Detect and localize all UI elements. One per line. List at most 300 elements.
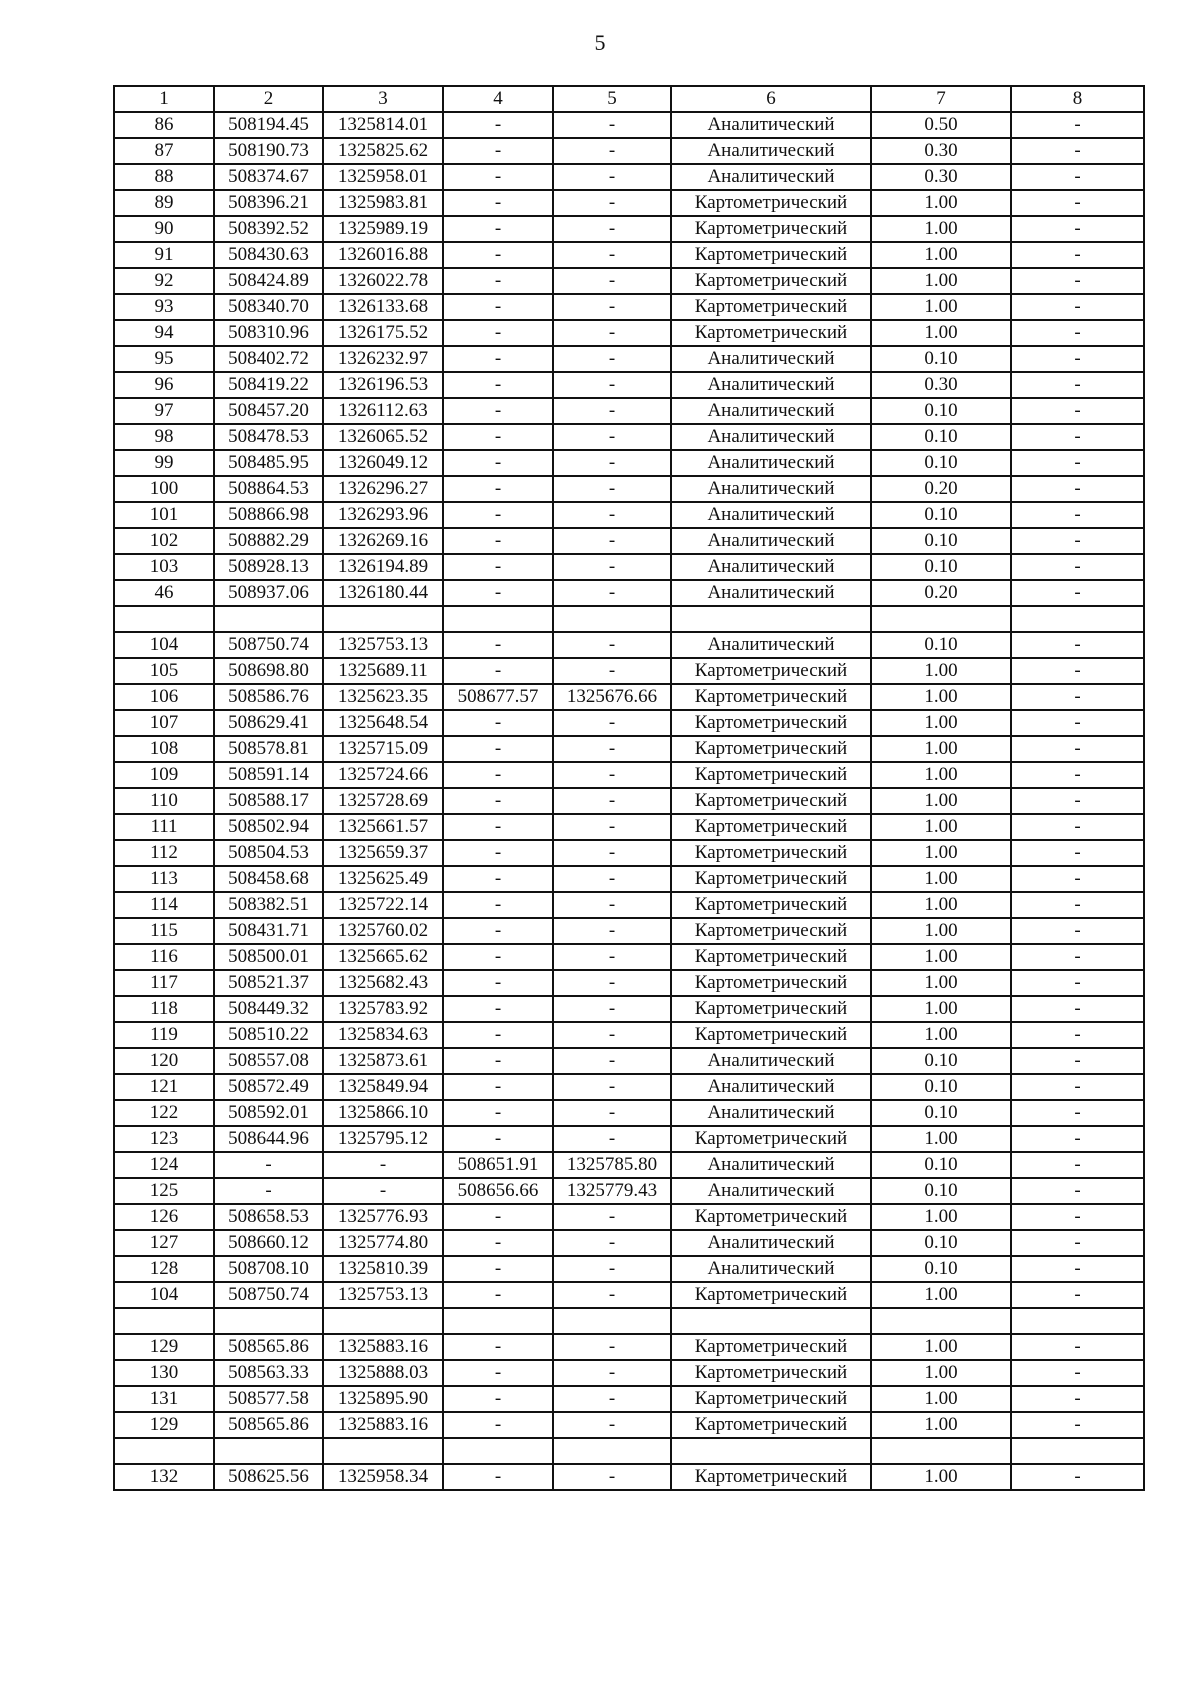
cell-col-6: Картометрический (671, 658, 871, 684)
cell-col-5: - (553, 346, 671, 372)
cell-col-8: - (1011, 1126, 1144, 1152)
cell-col-4: - (443, 814, 553, 840)
cell-col-2: 508565.86 (214, 1334, 323, 1360)
cell-col-4: - (443, 1048, 553, 1074)
cell-col-8: - (1011, 1386, 1144, 1412)
cell-col-2: 508572.49 (214, 1074, 323, 1100)
cell-col-4: - (443, 840, 553, 866)
cell-col-8 (1011, 1308, 1144, 1334)
cell-col-5: - (553, 398, 671, 424)
cell-col-7: 0.20 (871, 476, 1011, 502)
cell-col-3: 1326175.52 (323, 320, 443, 346)
table-row (114, 528, 1144, 554)
cell-col-8: - (1011, 996, 1144, 1022)
cell-col-6: Картометрический (671, 684, 871, 710)
cell-col-1: 113 (114, 866, 214, 892)
cell-col-8: - (1011, 138, 1144, 164)
cell-col-3: 1325625.49 (323, 866, 443, 892)
cell-col-8: - (1011, 476, 1144, 502)
table-row (114, 112, 1144, 138)
cell-col-5: - (553, 1256, 671, 1282)
cell-col-1: 90 (114, 216, 214, 242)
column-header-6: 6 (671, 86, 871, 112)
cell-col-3: 1326133.68 (323, 294, 443, 320)
cell-col-7: 0.30 (871, 372, 1011, 398)
cell-col-7: 0.20 (871, 580, 1011, 606)
cell-col-6 (671, 1308, 871, 1334)
cell-col-3: 1325814.01 (323, 112, 443, 138)
cell-col-7: 1.00 (871, 970, 1011, 996)
table-row (114, 1334, 1144, 1360)
cell-col-8: - (1011, 762, 1144, 788)
cell-col-6: Аналитический (671, 164, 871, 190)
table-row (114, 1022, 1144, 1048)
cell-col-1: 126 (114, 1204, 214, 1230)
cell-col-4: - (443, 164, 553, 190)
cell-col-1: 94 (114, 320, 214, 346)
table-row (114, 502, 1144, 528)
cell-col-1: 104 (114, 1282, 214, 1308)
cell-col-5: - (553, 112, 671, 138)
cell-col-2: 508457.20 (214, 398, 323, 424)
cell-col-3: 1325774.80 (323, 1230, 443, 1256)
table-row (114, 892, 1144, 918)
cell-col-5: - (553, 944, 671, 970)
cell-col-7: 0.50 (871, 112, 1011, 138)
table-row (114, 866, 1144, 892)
cell-col-2: 508708.10 (214, 1256, 323, 1282)
cell-col-2: 508629.41 (214, 710, 323, 736)
cell-col-4: - (443, 1022, 553, 1048)
column-header-2: 2 (214, 86, 323, 112)
cell-col-8: - (1011, 1256, 1144, 1282)
cell-col-4 (443, 1308, 553, 1334)
table-row (114, 632, 1144, 658)
cell-col-5: - (553, 814, 671, 840)
cell-col-6: Аналитический (671, 424, 871, 450)
cell-col-3: 1325682.43 (323, 970, 443, 996)
cell-col-6: Аналитический (671, 372, 871, 398)
cell-col-8: - (1011, 580, 1144, 606)
cell-col-4: - (443, 658, 553, 684)
cell-col-7: 1.00 (871, 892, 1011, 918)
table-row (114, 424, 1144, 450)
table-row (114, 1386, 1144, 1412)
cell-col-6: Картометрический (671, 762, 871, 788)
cell-col-4: - (443, 1256, 553, 1282)
cell-col-4: - (443, 1360, 553, 1386)
table-row (114, 294, 1144, 320)
cell-col-1: 101 (114, 502, 214, 528)
table-row (114, 1360, 1144, 1386)
cell-col-4: - (443, 450, 553, 476)
cell-col-6: Картометрический (671, 944, 871, 970)
cell-col-7: 0.10 (871, 398, 1011, 424)
cell-col-6 (671, 606, 871, 632)
cell-col-7: 0.10 (871, 346, 1011, 372)
cell-col-6: Аналитический (671, 1048, 871, 1074)
cell-col-8: - (1011, 944, 1144, 970)
cell-col-8: - (1011, 346, 1144, 372)
cell-col-7: 1.00 (871, 268, 1011, 294)
cell-col-5: - (553, 1048, 671, 1074)
table-row (114, 814, 1144, 840)
cell-col-3: - (323, 1152, 443, 1178)
cell-col-1: 125 (114, 1178, 214, 1204)
cell-col-4: - (443, 372, 553, 398)
cell-col-7: 1.00 (871, 684, 1011, 710)
cell-col-7: 1.00 (871, 242, 1011, 268)
cell-col-8: - (1011, 814, 1144, 840)
table-body (114, 112, 1144, 1490)
cell-col-8: - (1011, 658, 1144, 684)
cell-col-5: - (553, 710, 671, 736)
cell-col-1: 118 (114, 996, 214, 1022)
cell-col-3: 1325724.66 (323, 762, 443, 788)
cell-col-4: - (443, 866, 553, 892)
cell-col-6: Картометрический (671, 840, 871, 866)
cell-col-3: 1326049.12 (323, 450, 443, 476)
cell-col-7: 1.00 (871, 840, 1011, 866)
cell-col-3 (323, 606, 443, 632)
table-row-separator (114, 1308, 1144, 1334)
cell-col-7: 1.00 (871, 1204, 1011, 1230)
cell-col-3: 1325753.13 (323, 632, 443, 658)
cell-col-4: - (443, 1230, 553, 1256)
cell-col-5: - (553, 1126, 671, 1152)
cell-col-4: - (443, 1282, 553, 1308)
cell-col-3: 1325810.39 (323, 1256, 443, 1282)
cell-col-1: 86 (114, 112, 214, 138)
cell-col-3: 1325659.37 (323, 840, 443, 866)
cell-col-6: Картометрический (671, 1126, 871, 1152)
cell-col-1: 131 (114, 1386, 214, 1412)
cell-col-1: 103 (114, 554, 214, 580)
cell-col-2: 508586.76 (214, 684, 323, 710)
cell-col-6: Картометрический (671, 1386, 871, 1412)
cell-col-2 (214, 1438, 323, 1464)
cell-col-1: 87 (114, 138, 214, 164)
cell-col-7: 0.10 (871, 1048, 1011, 1074)
cell-col-4: - (443, 476, 553, 502)
cell-col-4: - (443, 1100, 553, 1126)
cell-col-6: Аналитический (671, 554, 871, 580)
cell-col-5: - (553, 1334, 671, 1360)
cell-col-8 (1011, 1438, 1144, 1464)
cell-col-6: Аналитический (671, 476, 871, 502)
cell-col-4: - (443, 294, 553, 320)
cell-col-4: - (443, 216, 553, 242)
cell-col-5: - (553, 632, 671, 658)
cell-col-3: 1325958.01 (323, 164, 443, 190)
cell-col-1: 129 (114, 1412, 214, 1438)
cell-col-6: Аналитический (671, 580, 871, 606)
cell-col-4: - (443, 1334, 553, 1360)
cell-col-6: Картометрический (671, 710, 871, 736)
cell-col-7: 1.00 (871, 1022, 1011, 1048)
cell-col-3: 1326194.89 (323, 554, 443, 580)
column-header-8: 8 (1011, 86, 1144, 112)
cell-col-5 (553, 1308, 671, 1334)
cell-col-3: 1326269.16 (323, 528, 443, 554)
cell-col-5: - (553, 476, 671, 502)
cell-col-6: Картометрический (671, 1204, 871, 1230)
cell-col-2: 508578.81 (214, 736, 323, 762)
cell-col-2: 508310.96 (214, 320, 323, 346)
cell-col-1: 108 (114, 736, 214, 762)
cell-col-5: - (553, 1464, 671, 1490)
cell-col-4: - (443, 346, 553, 372)
cell-col-5: - (553, 554, 671, 580)
cell-col-7: 1.00 (871, 788, 1011, 814)
cell-col-7: 0.10 (871, 1178, 1011, 1204)
cell-col-5: - (553, 918, 671, 944)
cell-col-4: - (443, 632, 553, 658)
cell-col-2: 508864.53 (214, 476, 323, 502)
cell-col-8: - (1011, 424, 1144, 450)
cell-col-1: 92 (114, 268, 214, 294)
cell-col-7: 1.00 (871, 1360, 1011, 1386)
cell-col-5: - (553, 788, 671, 814)
cell-col-7: 1.00 (871, 294, 1011, 320)
cell-col-4: - (443, 736, 553, 762)
cell-col-8: - (1011, 216, 1144, 242)
cell-col-8: - (1011, 164, 1144, 190)
table-row (114, 762, 1144, 788)
cell-col-1: 114 (114, 892, 214, 918)
table-row (114, 190, 1144, 216)
cell-col-4: - (443, 1464, 553, 1490)
cell-col-2: 508392.52 (214, 216, 323, 242)
cell-col-1: 105 (114, 658, 214, 684)
table-row (114, 554, 1144, 580)
cell-col-3: 1325883.16 (323, 1334, 443, 1360)
table-row (114, 788, 1144, 814)
table-row (114, 1126, 1144, 1152)
cell-col-6: Картометрический (671, 918, 871, 944)
cell-col-2 (214, 1308, 323, 1334)
cell-col-8: - (1011, 1022, 1144, 1048)
cell-col-3: 1326016.88 (323, 242, 443, 268)
cell-col-2: 508382.51 (214, 892, 323, 918)
cell-col-4: - (443, 996, 553, 1022)
table-row (114, 684, 1144, 710)
cell-col-8: - (1011, 242, 1144, 268)
table-row (114, 1412, 1144, 1438)
cell-col-6: Аналитический (671, 502, 871, 528)
table-row (114, 476, 1144, 502)
cell-col-6: Картометрический (671, 866, 871, 892)
table-row (114, 918, 1144, 944)
cell-col-1: 110 (114, 788, 214, 814)
cell-col-5: - (553, 762, 671, 788)
table-row (114, 710, 1144, 736)
cell-col-1: 97 (114, 398, 214, 424)
cell-col-2: - (214, 1152, 323, 1178)
table-row (114, 996, 1144, 1022)
cell-col-2: 508340.70 (214, 294, 323, 320)
cell-col-5: - (553, 216, 671, 242)
cell-col-5 (553, 606, 671, 632)
cell-col-7: 0.10 (871, 528, 1011, 554)
cell-col-7 (871, 1308, 1011, 1334)
cell-col-6: Аналитический (671, 1256, 871, 1282)
cell-col-3: 1326065.52 (323, 424, 443, 450)
cell-col-7: 1.00 (871, 190, 1011, 216)
cell-col-8: - (1011, 1360, 1144, 1386)
cell-col-2: 508510.22 (214, 1022, 323, 1048)
cell-col-2: 508449.32 (214, 996, 323, 1022)
cell-col-6: Картометрический (671, 1334, 871, 1360)
cell-col-7: 1.00 (871, 996, 1011, 1022)
cell-col-5: - (553, 970, 671, 996)
cell-col-6: Картометрический (671, 1282, 871, 1308)
cell-col-7: 0.10 (871, 1256, 1011, 1282)
cell-col-5: - (553, 1100, 671, 1126)
table-row (114, 1152, 1144, 1178)
cell-col-1: 88 (114, 164, 214, 190)
cell-col-5: - (553, 1022, 671, 1048)
cell-col-7: 1.00 (871, 216, 1011, 242)
cell-col-7: 1.00 (871, 1386, 1011, 1412)
cell-col-5: - (553, 996, 671, 1022)
cell-col-8: - (1011, 918, 1144, 944)
cell-col-1: 95 (114, 346, 214, 372)
cell-col-6: Аналитический (671, 528, 871, 554)
cell-col-2: 508502.94 (214, 814, 323, 840)
cell-col-5: - (553, 164, 671, 190)
cell-col-7: 1.00 (871, 736, 1011, 762)
cell-col-8: - (1011, 1204, 1144, 1230)
cell-col-4: - (443, 1412, 553, 1438)
cell-col-7: 0.10 (871, 554, 1011, 580)
cell-col-8: - (1011, 632, 1144, 658)
cell-col-4: - (443, 138, 553, 164)
cell-col-7: 0.10 (871, 632, 1011, 658)
cell-col-8: - (1011, 840, 1144, 866)
cell-col-5: - (553, 1412, 671, 1438)
cell-col-4: 508651.91 (443, 1152, 553, 1178)
cell-col-6: Картометрический (671, 294, 871, 320)
cell-col-8: - (1011, 372, 1144, 398)
cell-col-2: 508430.63 (214, 242, 323, 268)
cell-col-1: 121 (114, 1074, 214, 1100)
cell-col-1 (114, 1308, 214, 1334)
cell-col-3: 1325776.93 (323, 1204, 443, 1230)
cell-col-2: 508374.67 (214, 164, 323, 190)
cell-col-4: - (443, 320, 553, 346)
cell-col-4: - (443, 1074, 553, 1100)
cell-col-4 (443, 1438, 553, 1464)
table-row (114, 1178, 1144, 1204)
cell-col-6: Картометрический (671, 814, 871, 840)
table-header (114, 86, 1144, 112)
cell-col-6: Аналитический (671, 1074, 871, 1100)
cell-col-5: - (553, 1204, 671, 1230)
cell-col-3: - (323, 1178, 443, 1204)
cell-col-2: 508402.72 (214, 346, 323, 372)
table-row (114, 346, 1144, 372)
column-header-1: 1 (114, 86, 214, 112)
cell-col-5: - (553, 580, 671, 606)
cell-col-7: 0.30 (871, 164, 1011, 190)
coordinates-table (113, 85, 1145, 1491)
cell-col-6: Аналитический (671, 398, 871, 424)
cell-col-1: 120 (114, 1048, 214, 1074)
cell-col-4: - (443, 788, 553, 814)
cell-col-1: 107 (114, 710, 214, 736)
cell-col-6: Аналитический (671, 138, 871, 164)
cell-col-1: 130 (114, 1360, 214, 1386)
cell-col-7: 1.00 (871, 710, 1011, 736)
cell-col-3: 1325715.09 (323, 736, 443, 762)
table-row (114, 1256, 1144, 1282)
cell-col-3: 1325888.03 (323, 1360, 443, 1386)
cell-col-1: 102 (114, 528, 214, 554)
cell-col-6: Картометрический (671, 1412, 871, 1438)
cell-col-4: - (443, 502, 553, 528)
cell-col-5: - (553, 294, 671, 320)
cell-col-4: - (443, 1204, 553, 1230)
table-row (114, 1100, 1144, 1126)
cell-col-8: - (1011, 112, 1144, 138)
cell-col-7: 0.10 (871, 502, 1011, 528)
table-row (114, 1230, 1144, 1256)
cell-col-1: 132 (114, 1464, 214, 1490)
cell-col-8 (1011, 606, 1144, 632)
table-row (114, 1464, 1144, 1490)
cell-col-7: 0.30 (871, 138, 1011, 164)
cell-col-1: 93 (114, 294, 214, 320)
cell-col-2: 508563.33 (214, 1360, 323, 1386)
cell-col-6: Аналитический (671, 632, 871, 658)
cell-col-1: 116 (114, 944, 214, 970)
cell-col-6: Картометрический (671, 268, 871, 294)
cell-col-3 (323, 1308, 443, 1334)
cell-col-1: 46 (114, 580, 214, 606)
cell-col-2: 508485.95 (214, 450, 323, 476)
cell-col-5: - (553, 190, 671, 216)
cell-col-7: 1.00 (871, 866, 1011, 892)
cell-col-2: 508504.53 (214, 840, 323, 866)
table-row (114, 580, 1144, 606)
header-row (114, 86, 1144, 112)
cell-col-2: 508591.14 (214, 762, 323, 788)
cell-col-8: - (1011, 1334, 1144, 1360)
cell-col-7: 1.00 (871, 1464, 1011, 1490)
cell-col-1 (114, 1438, 214, 1464)
cell-col-1: 122 (114, 1100, 214, 1126)
cell-col-7 (871, 1438, 1011, 1464)
cell-col-5: - (553, 840, 671, 866)
cell-col-5: 1325779.43 (553, 1178, 671, 1204)
cell-col-2: 508190.73 (214, 138, 323, 164)
cell-col-2: 508431.71 (214, 918, 323, 944)
cell-col-6: Картометрический (671, 216, 871, 242)
cell-col-3: 1326022.78 (323, 268, 443, 294)
cell-col-8: - (1011, 1412, 1144, 1438)
column-header-4: 4 (443, 86, 553, 112)
cell-col-3: 1326232.97 (323, 346, 443, 372)
cell-col-2: 508557.08 (214, 1048, 323, 1074)
column-header-7: 7 (871, 86, 1011, 112)
cell-col-6 (671, 1438, 871, 1464)
cell-col-8: - (1011, 1464, 1144, 1490)
table-row (114, 1074, 1144, 1100)
table-row (114, 216, 1144, 242)
cell-col-1: 111 (114, 814, 214, 840)
cell-col-8: - (1011, 684, 1144, 710)
